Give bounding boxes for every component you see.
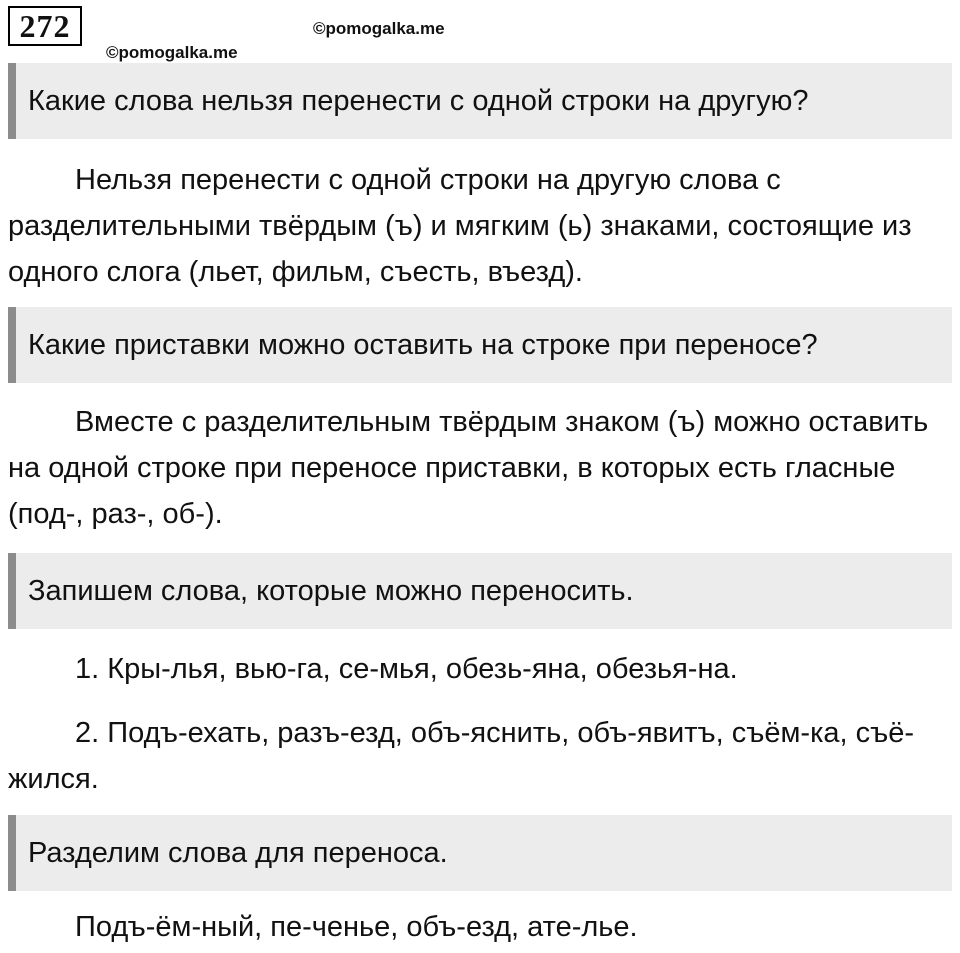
- answer-paragraph-2: Вместе с разделительным твёрдым знаком (ъ) можно оставить на одной строке при переносе приставки, в которых есть гласные (под-, раз-, об-).: [8, 406, 929, 530]
- question-text-1: Какие слова нельзя перенести с одной строки на другую?: [28, 85, 809, 117]
- question-block-1: [8, 63, 952, 139]
- question-block-2: [8, 307, 952, 383]
- answer-list-item-2: 2. Подъ-ехать, разъ-езд, объ-яснить, объ-явитъ, съём-ка, съё-жился.: [8, 717, 915, 795]
- answer-list-item-1: 1. Кры-лья, вью-га, се-мья, обезь-яна, обезья-на.: [75, 653, 738, 685]
- question-block-4: [8, 815, 952, 891]
- question-block-3: [8, 553, 952, 629]
- answer-paragraph-final: Подъ-ём-ный, пе-ченье, объ-езд, ате-лье.: [75, 911, 638, 943]
- watermark-left: ©pomogalka.me: [106, 43, 238, 62]
- answer-paragraph-1: Нельзя перенести с одной строки на другую слова с разделительными твёрдым (ъ) и мягким (ь) знаками, состоящие из одного слога (льет, фильм, съесть, въезд).: [8, 164, 912, 288]
- question-text-2: Какие приставки можно оставить на строке при переносе?: [28, 329, 818, 361]
- task-number: 272: [8, 6, 82, 46]
- watermark-top: ©pomogalka.me: [313, 19, 445, 38]
- question-text-4: Разделим слова для переноса.: [28, 837, 448, 869]
- question-text-3: Запишем слова, которые можно переносить.: [28, 575, 634, 607]
